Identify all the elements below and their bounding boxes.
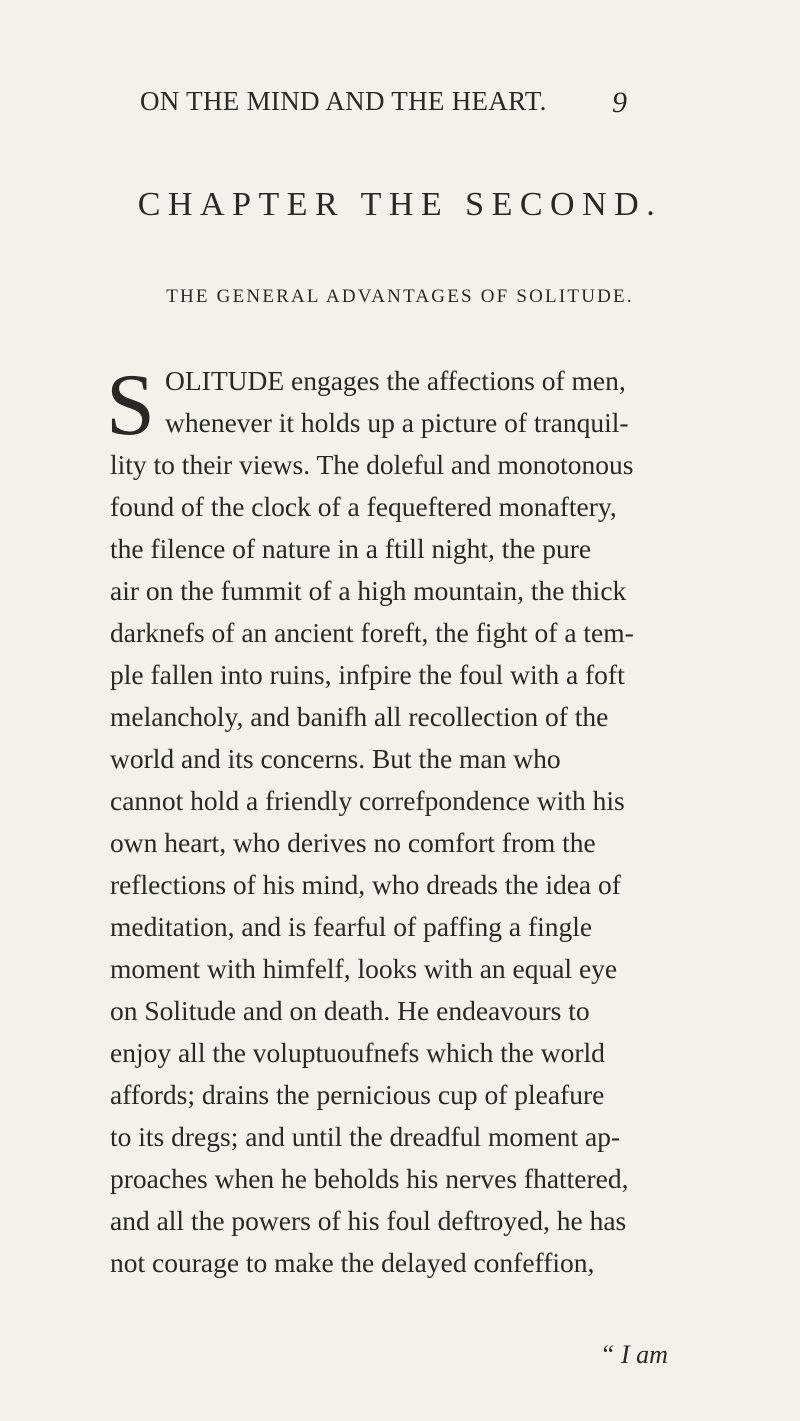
- running-head: [0, 86, 800, 126]
- text-line: proaches when he beholds his nerves fhattered,: [110, 1163, 629, 1194]
- text-line: meditation, and is fearful of paffing a fingle: [110, 911, 593, 942]
- page-number: 9: [612, 86, 627, 119]
- text-line: air on the fummit of a high mountain, the thick: [110, 575, 627, 606]
- text-line: ple fallen into ruins, infpire the foul with a foft: [110, 659, 625, 690]
- text-line: world and its concerns. But the man who: [110, 743, 561, 774]
- text-line: OLITUDE engages the affections of men,: [165, 365, 626, 396]
- text-line: not courage to make the delayed confeffion,: [110, 1247, 595, 1278]
- catchword: “ I am: [600, 1340, 668, 1369]
- text-line: melancholy, and banifh all recollection of the: [110, 701, 609, 732]
- chapter-title: CHAPTER THE SECOND.: [137, 186, 663, 223]
- drop-cap: S: [106, 357, 155, 454]
- text-line: and all the powers of his foul deftroyed, he has: [110, 1205, 627, 1236]
- text-line: to its dregs; and until the dreadful moment ap-: [110, 1121, 621, 1152]
- text-line: darknefs of an ancient foreft, the fight of a tem-: [110, 617, 634, 648]
- text-line: reflections of his mind, who dreads the idea of: [110, 869, 621, 900]
- text-line: affords; drains the pernicious cup of pleafure: [110, 1079, 605, 1110]
- text-line: found of the clock of a fequeftered monaftery,: [110, 491, 617, 522]
- text-line: enjoy all the voluptuoufnefs which the world: [110, 1037, 605, 1068]
- section-title: THE GENERAL ADVANTAGES OF SOLITUDE.: [166, 286, 634, 307]
- text-line: own heart, who derives no comfort from the: [110, 827, 596, 858]
- text-line: moment with himfelf, looks with an equal eye: [110, 953, 618, 984]
- text-line: the filence of nature in a ftill night, the pure: [110, 533, 592, 564]
- text-line: on Solitude and on death. He endeavours to: [110, 995, 590, 1026]
- running-title: ON THE MIND AND THE HEART.: [140, 86, 547, 116]
- text-line: cannot hold a friendly correfpondence with his: [110, 785, 625, 816]
- text-line: lity to their views. The doleful and monotonous: [110, 449, 634, 480]
- text-line: whenever it holds up a picture of tranquil-: [165, 407, 629, 438]
